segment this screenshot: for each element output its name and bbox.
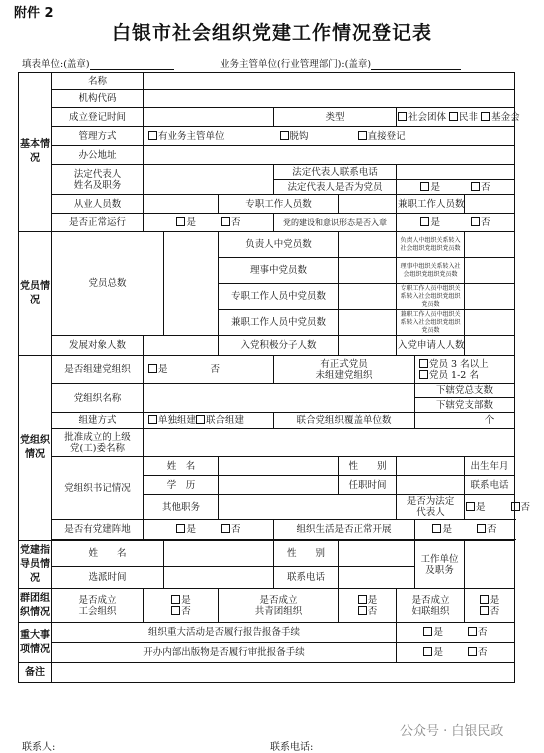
method-options[interactable]: 单独组建 联合组建	[144, 413, 274, 429]
checkbox-icon[interactable]	[196, 415, 205, 424]
ideology-options[interactable]: 是 否	[397, 214, 515, 232]
checkbox-icon[interactable]	[358, 131, 367, 140]
checkbox-icon[interactable]	[280, 131, 289, 140]
checkbox-icon[interactable]	[148, 415, 157, 424]
label-applicant: 入党申请人人数	[397, 336, 465, 356]
type-options[interactable]: 社会团体 民非 基金会	[397, 108, 515, 127]
value-name[interactable]	[144, 73, 515, 90]
label-fulltime: 专职工作人员数	[219, 195, 339, 214]
label-legal-phone: 法定代表人联系电话	[274, 165, 397, 180]
label-pt-transfer: 兼职工作人员中组织关系转入社会组织党组织党员数	[397, 310, 465, 336]
label-type: 类型	[274, 108, 397, 127]
checkbox-icon[interactable]	[419, 359, 428, 368]
value-director-members[interactable]	[339, 258, 397, 284]
mgmt-options[interactable]: 有业务主管单位 脱钩 直接登记	[144, 127, 515, 146]
legal-member-options[interactable]: 是 否	[397, 180, 515, 195]
value-sec-term[interactable]	[397, 476, 465, 495]
value-ft-transfer[interactable]	[465, 284, 515, 310]
life-options[interactable]: 是 否	[415, 520, 515, 540]
value-pt-transfer[interactable]	[465, 310, 515, 336]
label-sec-term: 任职时间	[339, 476, 397, 495]
checkbox-icon[interactable]	[471, 217, 480, 226]
activity-options[interactable]: 是 否	[397, 623, 515, 643]
position-options[interactable]: 是 否	[144, 520, 274, 540]
label-normal: 是否正常运行	[52, 214, 144, 232]
value-staff[interactable]	[144, 195, 219, 214]
label-address: 办公地址	[52, 146, 144, 165]
label-reg-date: 成立登记时间	[52, 108, 144, 127]
label-formal-members: 有正式党员 未组建党组织	[274, 356, 415, 384]
fill-unit-line[interactable]	[90, 58, 174, 70]
label-inst-date: 选派时间	[52, 567, 164, 589]
section-org: 党组织情况	[19, 356, 52, 541]
label-activist: 入党积极分子人数	[219, 336, 339, 356]
label-code: 机构代码	[52, 90, 144, 108]
value-code[interactable]	[144, 90, 515, 108]
value-applicant[interactable]	[465, 336, 515, 356]
value-address[interactable]	[144, 146, 515, 165]
checkbox-icon[interactable]	[420, 182, 429, 191]
label-sec-name: 姓 名	[144, 457, 219, 476]
publish-options[interactable]: 是 否	[397, 643, 515, 663]
checkbox-icon[interactable]	[481, 112, 490, 121]
checkbox-icon[interactable]	[176, 524, 185, 533]
checkbox-icon[interactable]	[466, 502, 475, 511]
fill-unit-label: 填表单位:(盖章)	[22, 56, 174, 70]
checkbox-icon[interactable]	[176, 217, 185, 226]
section-basic: 基本情况	[19, 73, 52, 232]
value-sec-sex[interactable]	[397, 457, 465, 476]
section-mass: 群团组织情况	[19, 589, 52, 623]
checkbox-icon[interactable]	[358, 606, 367, 615]
label-ideology: 党的建设和意识形态是否入章	[274, 214, 397, 232]
value-inst-work[interactable]	[465, 541, 515, 589]
label-mgmt: 管理方式	[52, 127, 144, 146]
checkbox-icon[interactable]	[477, 524, 486, 533]
label-sec-phone: 联系电话	[465, 476, 515, 495]
label-sec-birth: 出生年月	[465, 457, 515, 476]
value-org-name[interactable]	[144, 384, 415, 413]
label-activity: 组织重大活动是否履行报告报备手续	[52, 623, 397, 643]
checkbox-icon[interactable]	[419, 370, 428, 379]
value-develop[interactable]	[144, 336, 219, 356]
label-ft-members: 专职工作人员中党员数	[219, 284, 339, 310]
label-org-name: 党组织名称	[52, 384, 144, 413]
label-publish: 开办内部出版物是否履行审批报备手续	[52, 643, 397, 663]
org-established-options[interactable]: 是 否	[144, 356, 274, 384]
checkbox-icon[interactable]	[221, 217, 230, 226]
label-org-established: 是否组建党组织	[52, 356, 144, 384]
label-legal-rep: 法定代表人 姓名及职务	[52, 165, 144, 195]
label-sub-branch: 下辖党总支数	[415, 384, 515, 398]
checkbox-icon[interactable]	[423, 647, 432, 656]
label-lead-transfer: 负责人中组织关系转入社会组织党组织党员数	[397, 232, 465, 258]
label-legal-member: 法定代表人是否为党员	[274, 180, 397, 195]
dept-line[interactable]	[371, 58, 461, 70]
label-secretary: 党组织书记情况	[52, 457, 144, 520]
value-inst-name[interactable]	[164, 541, 274, 567]
member-count-options[interactable]: 党员 3 名以上 党员 1-2 名	[415, 356, 515, 384]
value-activist[interactable]	[339, 336, 397, 356]
label-inst-phone: 联系电话	[274, 567, 339, 589]
value-parttime[interactable]	[465, 195, 515, 214]
registration-table	[18, 72, 531, 683]
union-options[interactable]: 是 否	[144, 589, 219, 623]
sec-legal-options[interactable]: 是 否	[465, 495, 515, 520]
checkbox-icon[interactable]	[468, 627, 477, 636]
checkbox-icon[interactable]	[511, 502, 520, 511]
label-director-members: 理事中党员数	[219, 258, 339, 284]
value-pt-members[interactable]	[339, 310, 397, 336]
value-legal-phone[interactable]	[397, 165, 515, 180]
checkbox-icon[interactable]	[171, 606, 180, 615]
label-women: 是否成立 妇联组织	[397, 589, 465, 623]
value-total-members[interactable]	[164, 232, 219, 336]
value-fulltime[interactable]	[339, 195, 397, 214]
checkbox-icon[interactable]	[480, 595, 489, 604]
value-inst-sex[interactable]	[339, 541, 415, 567]
checkbox-icon[interactable]	[420, 217, 429, 226]
checkbox-icon[interactable]	[148, 131, 157, 140]
checkbox-icon[interactable]	[398, 112, 407, 121]
checkbox-icon[interactable]	[480, 606, 489, 615]
value-joint-cover[interactable]: 个	[415, 413, 515, 429]
label-lead-members: 负责人中党员数	[219, 232, 339, 258]
label-inst-sex: 性 别	[274, 541, 339, 567]
value-sec-name[interactable]	[219, 457, 339, 476]
value-lead-transfer[interactable]	[465, 232, 515, 258]
checkbox-icon[interactable]	[171, 595, 180, 604]
footer-contact: 联系人:	[22, 742, 56, 753]
label-name: 名称	[52, 73, 144, 90]
label-director-transfer: 理事中组织关系转入社会组织党组织党员数	[397, 258, 465, 284]
checkbox-icon[interactable]	[468, 647, 477, 656]
label-joint-cover: 联合党组织覆盖单位数	[274, 413, 415, 429]
value-remark[interactable]	[52, 663, 515, 683]
checkbox-icon[interactable]	[471, 182, 480, 191]
label-inst-name: 姓 名	[52, 541, 164, 567]
women-options[interactable]: 是 否	[465, 589, 515, 623]
label-approve: 批准成立的上级 党(工)委名称	[52, 429, 144, 457]
attachment-label: 附件 2	[14, 6, 54, 21]
dept-label: 业务主管单位(行业管理部门):(盖章)	[220, 56, 461, 70]
checkbox-icon[interactable]	[423, 627, 432, 636]
label-staff: 从业人员数	[52, 195, 144, 214]
section-instructor: 党建指导员情况	[19, 541, 52, 589]
value-inst-date[interactable]	[164, 567, 274, 589]
label-union: 是否成立 工会组织	[52, 589, 144, 623]
label-sec-sex: 性 别	[339, 457, 397, 476]
value-lead-members[interactable]	[339, 232, 397, 258]
label-pt-members: 兼职工作人员中党员数	[219, 310, 339, 336]
value-ft-members[interactable]	[339, 284, 397, 310]
label-parttime: 兼职工作人员数	[397, 195, 465, 214]
label-position: 是否有党建阵地	[52, 520, 144, 540]
watermark: 公众号 · 白银民政	[400, 724, 504, 739]
value-reg-date[interactable]	[144, 108, 274, 127]
value-legal-rep[interactable]	[144, 165, 274, 195]
value-sec-edu[interactable]	[219, 476, 339, 495]
label-total-members: 党员总数	[52, 232, 164, 336]
footer-phone: 联系电话:	[270, 742, 314, 753]
label-sec-other: 其他职务	[144, 495, 219, 520]
normal-options[interactable]: 是 否	[144, 214, 274, 232]
label-branch: 下辖党支部数	[415, 398, 515, 413]
section-remark: 备注	[19, 663, 52, 683]
value-approve[interactable]	[144, 429, 515, 457]
value-inst-phone[interactable]	[339, 567, 415, 589]
value-sec-other[interactable]	[219, 495, 397, 520]
checkbox-icon[interactable]	[221, 524, 230, 533]
section-members: 党员情况	[19, 232, 52, 356]
section-major: 重大事项情况	[19, 623, 52, 663]
label-sec-edu: 学 历	[144, 476, 219, 495]
checkbox-icon[interactable]	[148, 364, 157, 373]
checkbox-icon[interactable]	[449, 112, 458, 121]
youth-options[interactable]: 是 否	[339, 589, 397, 623]
checkbox-icon[interactable]	[358, 595, 367, 604]
label-inst-work: 工作单位 及职务	[415, 541, 465, 589]
label-youth: 是否成立 共青团组织	[219, 589, 339, 623]
label-method: 组建方式	[52, 413, 144, 429]
label-life: 组织生活是否正常开展	[274, 520, 415, 540]
label-ft-transfer: 专职工作人员中组织关系转入社会组织党组织党员数	[397, 284, 465, 310]
checkbox-icon[interactable]	[432, 524, 441, 533]
value-director-transfer[interactable]	[465, 258, 515, 284]
label-develop: 发展对象人数	[52, 336, 144, 356]
form-title: 白银市社会组织党建工作情况登记表	[111, 22, 432, 44]
label-sec-legal: 是否为法定 代表人	[397, 495, 465, 520]
